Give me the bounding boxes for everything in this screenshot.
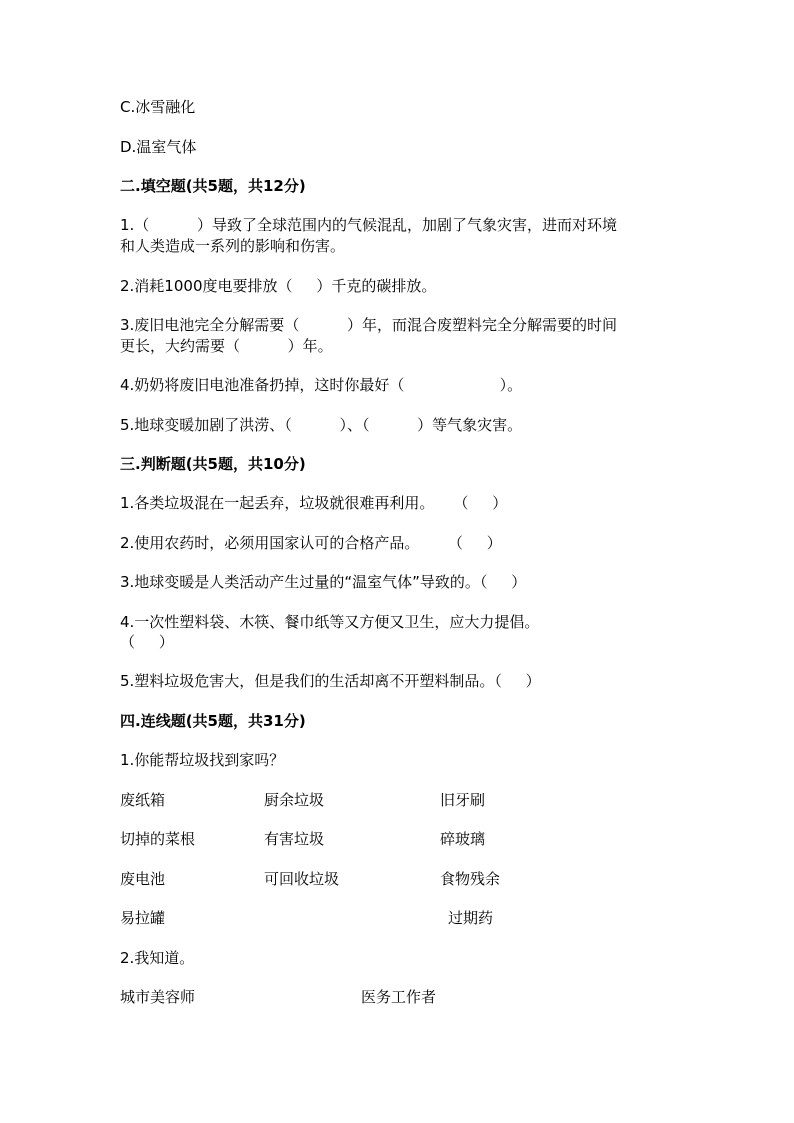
match-item: 城市美容师 <box>120 988 196 1006</box>
match-item: 废纸箱 <box>120 791 166 809</box>
option-d: D.温室气体 <box>120 138 197 156</box>
fill-q1-line1: 1.（ ）导致了全球范围内的气候混乱，加剧了气象灾害，进而对环境 <box>120 216 617 234</box>
fill-q3-line2: 更长，大约需要（ ）年。 <box>120 337 333 355</box>
judge-q3: 3.地球变暖是人类活动产生过量的“温室气体”导致的。（ ） <box>120 573 527 591</box>
match-category: 可回收垃圾 <box>264 870 340 888</box>
match-item: 旧牙刷 <box>440 791 486 809</box>
match-item: 切掉的菜根 <box>120 830 196 848</box>
match-q1: 1.你能帮垃圾找到家吗？ <box>120 751 285 769</box>
match-item: 食物残余 <box>440 870 501 888</box>
judge-q4-line2: （ ） <box>120 633 174 651</box>
judge-q2: 2.使用农药时，必须用国家认可的合格产品。 （ ） <box>120 534 502 552</box>
fill-q3-line1: 3.废旧电池完全分解需要（ ）年，而混合废塑料完全分解需要的时间 <box>120 316 617 334</box>
fill-q4: 4.奶奶将废旧电池准备扔掉，这时你最好（ ）。 <box>120 376 523 394</box>
match-item: 易拉罐 <box>120 909 166 927</box>
fill-q2: 2.消耗1000度电要排放（ ）千克的碳排放。 <box>120 277 437 295</box>
judge-q4-line1: 4.一次性塑料袋、木筷、餐巾纸等又方便又卫生，应大力提倡。 <box>120 613 540 631</box>
section-title-matching: 四.连线题(共5题，共31分) <box>120 712 306 730</box>
match-item: 医务工作者 <box>361 988 437 1006</box>
match-q2: 2.我知道。 <box>120 949 195 967</box>
match-category: 有害垃圾 <box>264 830 325 848</box>
section-title-judge: 三.判断题(共5题，共10分) <box>120 455 306 473</box>
match-item: 碎玻璃 <box>440 830 486 848</box>
match-item: 过期药 <box>448 909 494 927</box>
match-category: 厨余垃圾 <box>264 791 325 809</box>
judge-q1: 1.各类垃圾混在一起丢弃，垃圾就很难再利用。 （ ） <box>120 494 508 512</box>
fill-q5: 5.地球变暖加剧了洪涝、（ ）、（ ）等气象灾害。 <box>120 416 523 434</box>
fill-q1-line2: 和人类造成一系列的影响和伤害。 <box>120 237 346 255</box>
judge-q5: 5.塑料垃圾危害大，但是我们的生活却离不开塑料制品。（ ） <box>120 672 541 690</box>
match-item: 废电池 <box>120 870 166 888</box>
section-title-fill-blank: 二.填空题(共5题，共12分) <box>120 177 306 195</box>
option-c: C.冰雪融化 <box>120 98 196 116</box>
